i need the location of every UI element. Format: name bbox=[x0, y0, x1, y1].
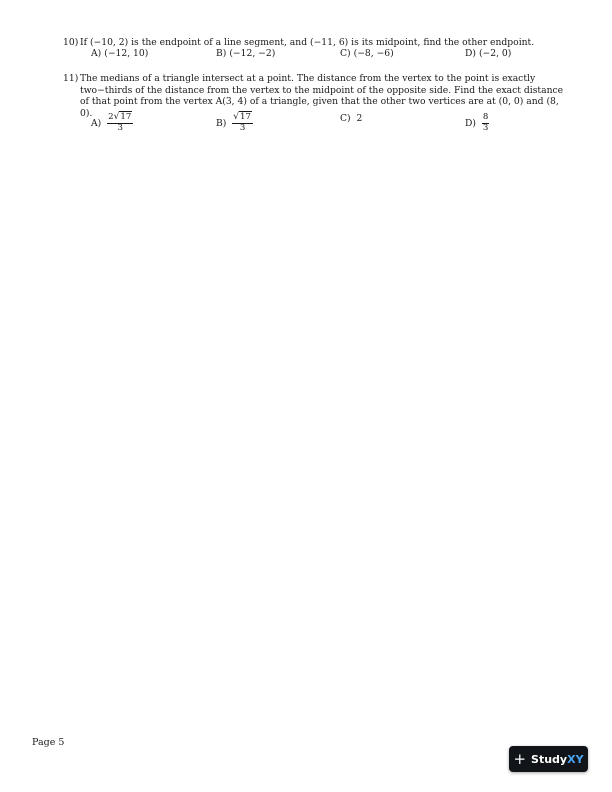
fraction bbox=[482, 113, 489, 133]
choice-b[interactable] bbox=[216, 113, 253, 133]
choice-label: D) bbox=[465, 117, 476, 129]
choice-label: B) bbox=[216, 48, 227, 59]
choice-a[interactable] bbox=[91, 113, 133, 133]
choice-label: C) bbox=[340, 48, 351, 59]
numerator: 8 bbox=[482, 112, 489, 122]
plus-icon: + bbox=[513, 750, 527, 768]
radicand: 17 bbox=[120, 112, 132, 122]
choice-label: D) bbox=[465, 48, 476, 59]
choice-label: B) bbox=[216, 117, 227, 129]
radical-sign-icon: √ bbox=[233, 112, 240, 122]
studyxy-logo[interactable] bbox=[509, 746, 588, 772]
logo-accent-text: XY bbox=[567, 752, 584, 766]
question-text: The medians of a triangle intersect at a point. The distance from the vertex to the point is exactly two−thirds of the distance from the vertex to the midpoint of the opposite side. Find the exact distance of that point from the vertex A(3, 4) of a triangle, given that the other two vertices are at (0, 0) and (8, 0). bbox=[80, 73, 564, 119]
square-root bbox=[114, 113, 133, 123]
choice-label: A) bbox=[91, 48, 102, 59]
choice-value: (−2, 0) bbox=[478, 48, 512, 59]
fraction bbox=[232, 113, 253, 133]
denominator: 3 bbox=[239, 122, 246, 133]
denominator: 3 bbox=[117, 122, 123, 133]
choice-d[interactable] bbox=[465, 113, 489, 133]
choice-c[interactable] bbox=[340, 48, 394, 60]
answer-choices bbox=[91, 113, 561, 135]
radicand: 17 bbox=[240, 112, 251, 122]
square-root bbox=[233, 113, 252, 123]
radical-sign-icon: √ bbox=[113, 112, 120, 122]
numerator bbox=[107, 113, 133, 124]
choice-value: 2 bbox=[356, 113, 363, 124]
choice-value: (−12, 10) bbox=[104, 48, 149, 59]
logo-text: Study bbox=[531, 752, 568, 766]
answer-choices bbox=[91, 48, 561, 70]
numerator bbox=[232, 113, 253, 124]
choice-a[interactable] bbox=[91, 48, 148, 60]
choice-d[interactable] bbox=[465, 48, 511, 60]
choice-b[interactable] bbox=[216, 48, 275, 60]
question-11 bbox=[63, 73, 573, 145]
choice-value: (−12, −2) bbox=[229, 48, 276, 59]
denominator: 3 bbox=[482, 122, 489, 133]
choice-value: (−8, −6) bbox=[353, 48, 394, 59]
coefficient: 2 bbox=[108, 112, 114, 122]
question-10 bbox=[63, 37, 573, 67]
page-number: Page 5 bbox=[32, 737, 65, 748]
fraction bbox=[107, 113, 133, 133]
choice-c[interactable] bbox=[340, 113, 362, 125]
choice-label: C) bbox=[340, 113, 351, 124]
question-number: 11) bbox=[63, 73, 79, 84]
question-text: If (−10, 2) is the endpoint of a line segment, and (−11, 6) is its midpoint, find the other endpoint. bbox=[80, 37, 535, 48]
choice-label: A) bbox=[91, 117, 102, 129]
question-number: 10) bbox=[63, 37, 79, 48]
